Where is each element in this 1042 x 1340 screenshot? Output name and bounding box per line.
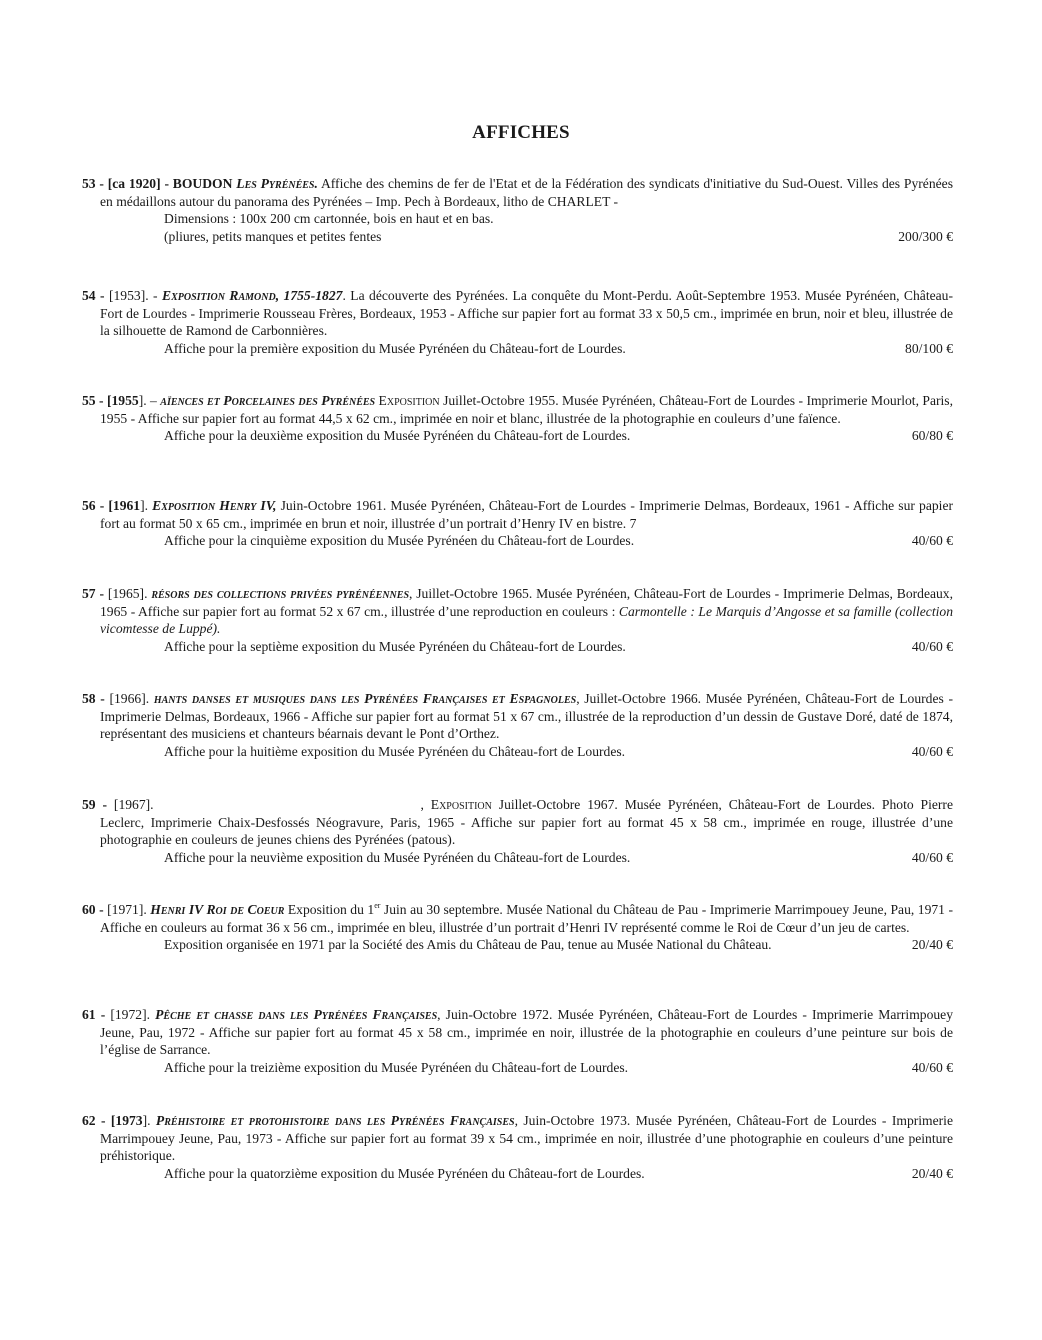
lot-note: Affiche pour la septième exposition du Musée Pyrénéen du Château-fort de Lourdes.: [164, 638, 626, 654]
lot-price: 40/60 €: [911, 533, 953, 548]
lot-57: [82, 585, 953, 655]
lot-separator: ,: [420, 797, 431, 812]
lot-55: [82, 392, 953, 445]
lot-note: Affiche pour la huitième exposition du Musée Pyrénéen du Château-fort de Lourdes.: [164, 743, 626, 759]
lot-note-row: [82, 743, 953, 761]
lot-note-row: [82, 638, 953, 656]
lot-62: [82, 1112, 953, 1182]
lot-title: aïences et Porcelaines des Pyrénées: [160, 393, 376, 408]
lot-note: Exposition organisée en 1971 par la Société des Amis du Château de Pau, tenue au Musée National du Château.: [164, 937, 772, 952]
lot-title: Les Pyrénées.: [236, 176, 318, 191]
lot-note-row: [82, 532, 953, 550]
lot-note: Affiche pour la quatorzième exposition du Musée Pyrénéen du Château-fort de Lourdes.: [164, 1165, 645, 1181]
lot-number: 59 -: [82, 797, 114, 812]
lot-description: [82, 287, 953, 340]
lot-year: [1953: [108, 288, 141, 303]
lot-title: hants danses et musiques dans les Pyrénées Françaises et Espagnoles: [153, 691, 577, 706]
lot-exposition-label: Exposition: [378, 393, 440, 408]
lot-number: 60 -: [82, 902, 108, 917]
lot-title: Exposition Ramond, 1755-1827: [162, 288, 343, 303]
lot-note: Affiche pour la première exposition du Musée Pyrénéen du Château-fort de Lourdes.: [164, 340, 626, 356]
lot-text: Affiche des chemins de fer de l'Etat et de la Fédération des syndicats d'initiative du Sud-Ouest. Villes des Pyrénées en médaillons autour du panorama des Pyrénées – Imp. Pech à Bordeaux, litho de CHARLET -: [100, 176, 953, 209]
lot-year: [1971: [107, 902, 139, 917]
lot-number-suffix: ].: [142, 1113, 156, 1128]
lot-description: [82, 497, 953, 532]
lot-note-row: [82, 849, 953, 867]
lot-note-row: [82, 936, 953, 954]
lot-number-suffix: ]. –: [138, 393, 161, 408]
lot-note: Affiche pour la cinquième exposition du Musée Pyrénéen du Château-fort de Lourdes.: [164, 533, 635, 548]
lot-text-intro: Exposition du 1: [284, 902, 375, 917]
lot-description: [82, 585, 953, 638]
lot-price: 60/80 €: [911, 428, 953, 443]
lot-title: Préhistoire et protohistoire dans les Pyrénées Françaises: [155, 1113, 515, 1128]
lot-number: 58 -: [82, 691, 110, 706]
lot-number-suffix: ].: [145, 797, 161, 812]
lot-price: 40/60 €: [911, 849, 953, 865]
lot-58: [82, 690, 953, 760]
lot-number: 61 -: [82, 1007, 111, 1022]
lot-number-suffix: ].: [141, 691, 154, 706]
lot-59: [82, 796, 953, 866]
lot-note: Affiche pour la treizième exposition du Musée Pyrénéen du Château-fort de Lourdes.: [164, 1059, 629, 1075]
lot-number: 53 - [ca 1920] - BOUDON: [82, 176, 237, 191]
lot-title: Pêche et chasse dans les Pyrénées Françaises: [155, 1007, 438, 1022]
lot-note-row: [82, 427, 953, 445]
lot-description: [82, 690, 953, 743]
lot-title: résors des collections privées pyrénéennes: [151, 586, 410, 601]
lot-italic-text: Carmontelle : Le Marquis d’Angosse et sa famille (collection vicomtesse de Luppé).: [100, 603, 953, 636]
lot-number: 55 - [1955: [82, 393, 139, 408]
lot-year: [1967: [113, 797, 146, 812]
lot-number: 56 - [1961: [82, 498, 141, 513]
lot-year: [1972: [110, 1007, 143, 1022]
lot-exposition-label: Exposition: [430, 797, 492, 812]
page-title: AFFICHES: [472, 122, 570, 143]
lot-number-suffix: ].: [139, 586, 152, 601]
lot-61: [82, 1006, 953, 1076]
lot-56: [82, 497, 953, 550]
lot-description: [82, 796, 953, 849]
lot-number-suffix: ]. -: [140, 288, 163, 303]
lot-number-suffix: ].: [138, 902, 151, 917]
lot-price: 40/60 €: [911, 1059, 953, 1075]
lot-dimensions: Dimensions : 100x 200 cm cartonnée, bois en haut et en bas.: [164, 211, 494, 226]
lot-price: 40/60 €: [911, 638, 953, 654]
lot-text: Juillet-Octobre 1955. Musée Pyrénéen, Château-Fort de Lourdes - Imprimerie Mourlot, Paris, 1955 - Affiche sur papier fort au format 44,5 x 62 cm., imprimée en noir et blanc, illustrée de la photographie en couleurs d’une faïence.: [100, 393, 953, 426]
lot-note-row: [82, 1059, 953, 1077]
lot-text: Juillet-Octobre 1967. Musée Pyrénéen, Château-Fort de Lourdes. Photo Pierre Leclerc, Imprimerie Chaix-Desfossés Néogravure, Paris, 1965 - Affiche sur papier fort au format 45 x 58 cm., imprimée en rouge, illustrée d’une photographie en couleurs de jeunes chiens des Pyrénées (patous).: [100, 797, 953, 847]
lot-number: 57 -: [82, 586, 108, 601]
lot-number-suffix: ].: [142, 1007, 156, 1022]
lot-text: Juin au 30 septembre. Musée National du Château de Pau - Imprimerie Marrimpouey Jeune, Pau, 1971 - Affiche en couleurs au format 36 x 56 cm., imprimée en bleu, illustrée d’un portrait d’Henri IV représenté comme le Roi de Cœur d’un jeu de cartes.: [100, 902, 953, 935]
lot-text: , Juin-Octobre 1973. Musée Pyrénéen, Château-Fort de Lourdes - Imprimerie Marrimpouey Jeune, Pau, 1973 - Affiche sur papier fort au format 39 x 54 cm., imprimée en noir, illustrée d’une photographie en couleurs d’une peinture préhistorique.: [100, 1113, 953, 1163]
lot-note-row: [82, 1165, 953, 1183]
lot-price: 20/40 €: [911, 937, 953, 952]
lot-note: Affiche pour la deuxième exposition du Musée Pyrénéen du Château-fort de Lourdes.: [164, 428, 631, 443]
lot-price: 40/60 €: [911, 743, 953, 759]
lot-description: [82, 175, 953, 210]
lot-54: [82, 287, 953, 357]
lot-note-row: [82, 340, 953, 358]
lot-title: Henri IV Roi de Coeur: [150, 902, 285, 917]
lot-text: Juin-Octobre 1961. Musée Pyrénéen, Château-Fort de Lourdes - Imprimerie Delmas, Bordeaux, 1961 - Affiche sur papier fort au format 50 x 65 cm., imprimée en brun et noir, illustrée d’un portrait d’Henry IV en bistre. 7: [100, 498, 954, 531]
lot-note: Affiche pour la neuvième exposition du Musée Pyrénéen du Château-fort de Lourdes.: [164, 849, 631, 865]
lot-60: [82, 901, 953, 954]
lot-description: [82, 1006, 953, 1059]
lot-text: , Juillet-Octobre 1966. Musée Pyrénéen, Château-Fort de Lourdes - Imprimerie Delmas, Bordeaux, 1966 - Affiche sur papier fort au format 51 x 67 cm., illustrée de la reproduction d’un dessin de Gustave Doré, daté de 1874, représentant des musiciens et chanteurs béarnais devant le Pont d’Orthez.: [100, 691, 953, 741]
lot-year: [1966: [109, 691, 142, 706]
lot-price: 20/40 €: [911, 1165, 953, 1181]
lot-superscript: er: [374, 901, 381, 910]
lot-number: 62 - [1973: [82, 1113, 143, 1128]
lot-year: [1965: [107, 586, 140, 601]
lot-price: 200/300 €: [898, 228, 953, 244]
lot-text: . La découverte des Pyrénées. La conquête du Mont-Perdu. Août-Septembre 1953. Musée Pyrénéen, Château-Fort de Lourdes - Imprimerie Rousseau Frères, Bordeaux, 1953 - Affiche sur papier fort au format 33 x 50,5 cm., imprimée en brun, noir et bleu, illustrée de la silhouette de Ramond de Carbonnières.: [100, 288, 954, 338]
lot-description: [82, 1112, 953, 1165]
lot-description: [82, 392, 953, 427]
lot-note-row: [82, 228, 953, 246]
lot-53: [82, 175, 953, 245]
lot-number: 54 -: [82, 288, 109, 303]
lot-price: 80/100 €: [905, 340, 953, 356]
lot-note: (pliures, petits manques et petites fentes: [164, 228, 382, 244]
lot-text: , Juin-Octobre 1972. Musée Pyrénéen, Château-Fort de Lourdes - Imprimerie Marrimpouey Jeune, Pau, 1972 - Affiche sur papier fort au format 45 x 58 cm., imprimée en noir, illustrée de la photographie en couleurs d’une peinture sur bois de l’église de Sarrance.: [100, 1007, 954, 1057]
lot-text: , Juillet-Octobre 1965. Musée Pyrénéen, Château-Fort de Lourdes - Imprimerie Delmas, Bordeaux, 1965 - Affiche sur papier fort au format 52 x 67 cm., illustrée d’une reproduction en couleurs :: [100, 586, 954, 619]
lot-description: [82, 901, 953, 936]
lot-number-suffix: ].: [140, 498, 153, 513]
lot-title: Exposition Henry IV,: [152, 498, 277, 513]
